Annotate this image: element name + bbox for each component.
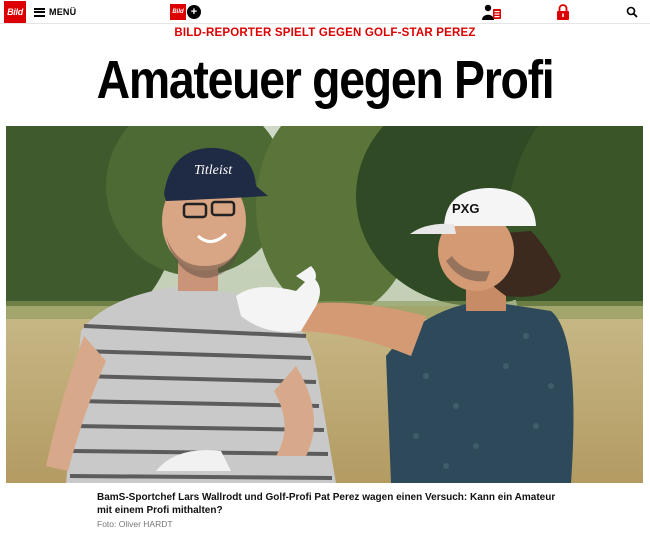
bildplus-logo: Bild: [170, 4, 186, 20]
user-account-icon: [482, 4, 502, 20]
menu-button[interactable]: [34, 4, 76, 20]
bildplus-link[interactable]: [170, 2, 201, 22]
hero-photo[interactable]: [6, 126, 643, 483]
plus-icon: +: [187, 5, 201, 19]
login-button[interactable]: [553, 3, 573, 21]
search-icon: [626, 6, 638, 18]
svg-text:Titleist: Titleist: [194, 163, 233, 178]
image-caption: BamS-Sportchef Lars Wallrodt und Golf-Profi Pat Perez wagen einen Versuch: Kann ein Amateur mit einem Profi mithalten?: [97, 492, 556, 516]
photo-credit: Foto: Oliver HARDT: [97, 519, 173, 529]
lock-icon: [556, 4, 570, 20]
user-account-button[interactable]: [482, 3, 502, 21]
article-kicker: BILD-REPORTER SPIELT GEGEN GOLF-STAR PEREZ: [174, 27, 476, 39]
search-button[interactable]: [622, 3, 642, 21]
bild-logo[interactable]: Bild: [4, 1, 26, 23]
hamburger-icon: [34, 8, 45, 17]
top-nav-bar: [0, 0, 650, 24]
article-headline: Amateuer gegen Profi: [96, 50, 554, 110]
menu-label: MENÜ: [49, 7, 77, 17]
golfers-illustration: [6, 126, 643, 483]
svg-text:PXG: PXG: [452, 201, 480, 216]
